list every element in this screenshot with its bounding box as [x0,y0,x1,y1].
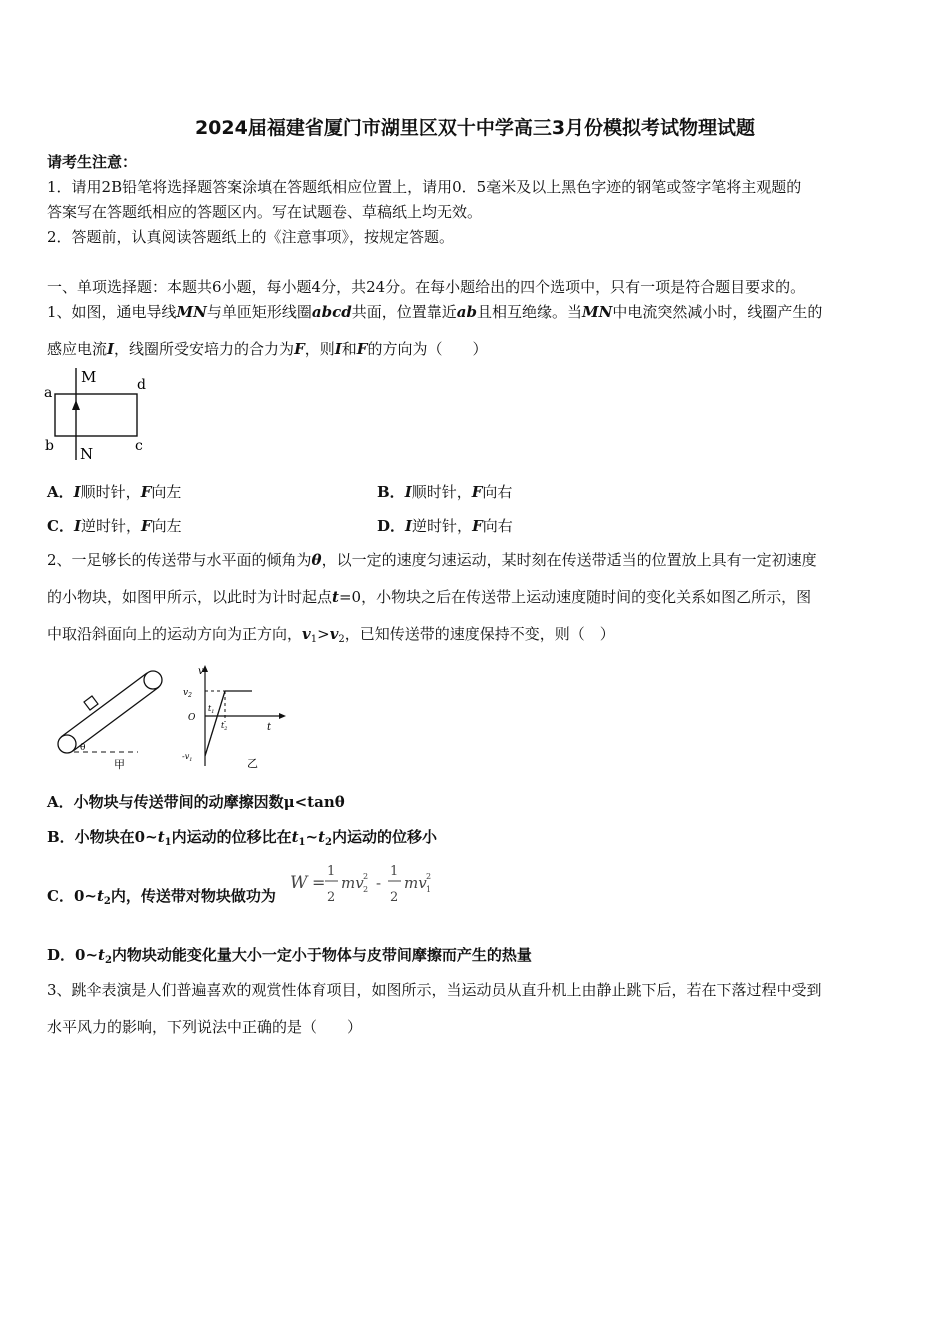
t2-label: $t_2$ [221,721,228,732]
q2-option-b: B．小物块在$0\sim t_1$内运动的位移比在$t_1\sim t_2$内运动的位移小 [47,828,438,848]
theta-label: θ [80,743,86,753]
formula-sup-2: 2 [426,872,432,881]
q2-stem-line-1: 2、一足够长的传送带与水平面的倾角为θ，以一定的速度匀速运动，某时刻在传送带适当的位置放上具有一定初速度 [47,551,817,569]
q1-figure [40,364,160,464]
formula-den-1: 2 [327,890,336,905]
label-b: b [45,438,54,454]
work-formula [288,859,438,907]
jia-label: 甲 [114,758,125,771]
q1-option-a: A．I顺时针，F向左 [47,483,182,501]
q1-option-c: C．I逆时针，F向左 [47,517,182,535]
label-c: c [135,438,143,454]
q3-stem-line-2: 水平风力的影响，下列说法中正确的是（ ） [47,1018,363,1036]
neg-v1-label: $-v_1$ [182,752,193,763]
formula-num-1: 1 [327,864,336,879]
coil-abcd [55,394,137,436]
section-heading: 一、单项选择题：本题共6小题，每小题4分，共24分。在每小题给出的四个选项中，只有一项是符合题目要求的。 [47,278,806,296]
q2-option-c: C．$0\sim t_2$内，传送带对物块做功为 [47,887,276,907]
formula-minus: - [376,874,382,892]
formula-mv-1: mv [341,874,364,892]
q2-option-a: A．小物块与传送带间的动摩擦因数μ<tanθ [47,793,345,811]
formula-den-2: 2 [390,890,399,905]
q2-stem-line-3: 中取沿斜面向上的运动方向为正方向，$v_1>v_2$，已知传送带的速度保持不变，则（ ） [47,625,615,645]
t-axis-arrow [279,713,286,719]
page-title: 2024届福建省厦门市湖里区双十中学高三3月份模拟考试物理试题 [194,117,756,139]
label-m: M [81,368,97,386]
current-arrow [72,400,80,410]
t-axis-label: t [267,722,272,733]
yi-label: 乙 [247,757,258,770]
formula-sub-2: 2 [363,885,369,894]
q1-stem-line-2: 感应电流I，线圈所受安培力的合力为F，则I和F的方向为（ ） [47,340,488,358]
q3-stem-line-1: 3、跳伞表演是人们普遍喜欢的观赏性体育项目，如图所示，当运动员从直升机上由静止跳下后，若在下落过程中受到 [47,981,822,999]
label-n: N [80,445,94,463]
notice-line-2: 答案写在答题纸相应的答题区内。写在试题卷、草稿纸上均无效。 [47,203,483,221]
label-a: a [44,385,53,401]
formula-eq: = [312,873,326,892]
formula-mv-2: mv [404,874,427,892]
notice-heading: 请考生注意： [47,153,138,171]
q2-figure-vt-graph [175,660,290,775]
q1-option-b: B．I顺时针，F向右 [377,483,513,501]
q1-stem-line-1: 1、如图，通电导线MN与单匝矩形线圈abcd共面，位置靠近ab且相互绝缘。当MN中电流突然减小时，线圈产生的 [47,303,823,321]
q2-option-d: D．$0\sim t_2$内物块动能变化量大小一定小于物体与皮带间摩擦而产生的热量 [47,946,532,966]
block [84,696,98,710]
origin-label: O [188,713,196,723]
notice-line-3: 2．答题前，认真阅读答题纸上的《注意事项》，按规定答题。 [47,228,455,246]
formula-num-2: 1 [390,864,399,879]
v2-label: $v_2$ [183,688,192,699]
formula-sub-1: 1 [426,885,432,894]
formula-sup-1: 2 [363,872,369,881]
q2-figure-conveyor [50,664,175,774]
v-axis-label: v [198,666,204,677]
q2-stem-line-2: 的小物块，如图甲所示，以此时为计时起点t=0，小物块之后在传送带上运动速度随时间的变化关系如图乙所示，图 [47,588,812,606]
label-d: d [137,377,146,393]
notice-line-1: 1．请用2B铅笔将选择题答案涂填在答题纸相应位置上，请用0．5毫米及以上黑色字迹的钢笔或签字笔将主观题的 [47,178,802,196]
q1-option-d: D．I逆时针，F向右 [377,517,513,535]
formula-w: W [290,873,308,893]
t1-label: $t_1$ [208,704,215,715]
